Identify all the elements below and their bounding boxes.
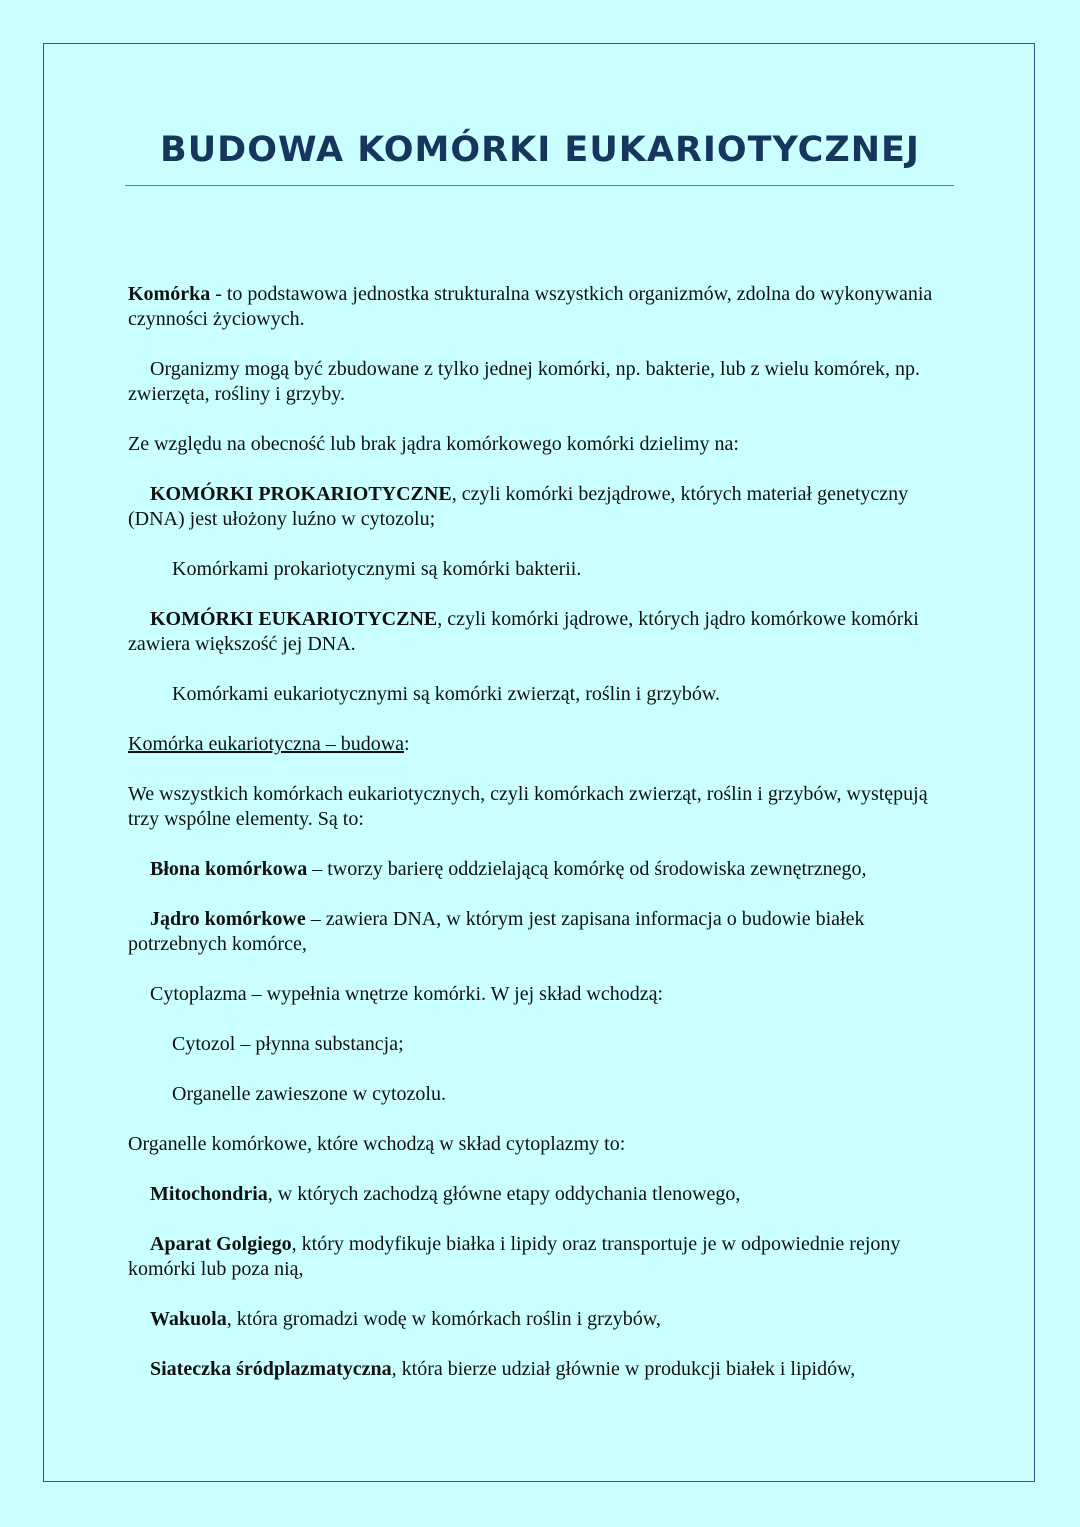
membrane-text: – tworzy barierę oddzielającą komórkę od środowiska zewnętrznego, (307, 858, 867, 880)
common-elements-intro: We wszystkich komórkach eukariotycznych, czyli komórkach zwierząt, roślin i grzybów, występują trzy wspólne elementy. Są to: (128, 783, 928, 830)
definition-text: - to podstawowa jednostka strukturalna wszystkich organizmów, zdolna do wykonywania czynności życiowych. (128, 283, 933, 330)
prokaryotic-text: , czyli komórki bezjądrowe, których materiał genetyczny (DNA) jest ułożony luźno w cytozolu; (128, 483, 909, 530)
mitochondria-paragraph (128, 1182, 938, 1207)
golgi-text: , który modyfikuje białka i lipidy oraz transportuje je w odpowiednie rejony komórki lub poza nią, (128, 1233, 901, 1280)
eukaryotic-text: , czyli komórki jądrowe, których jądro komórkowe komórki zawiera większość jej DNA. (128, 608, 919, 655)
eukaryotic-term: KOMÓRKI EUKARIOTYCZNE (150, 608, 438, 630)
organisms-paragraph: Organizmy mogą być zbudowane z tylko jednej komórki, np. bakterie, lub z wielu komórek, np. zwierzęta, rośliny i grzyby. (128, 358, 920, 405)
mitochondria-term: Mitochondria (150, 1183, 268, 1205)
organelles-suspended-paragraph: Organelle zawieszone w cytozolu. (172, 1083, 446, 1105)
prokaryotic-example: Komórkami prokariotycznymi są komórki bakterii. (172, 558, 582, 580)
vacuole-text: , która gromadzi wodę w komórkach roślin i grzybów, (226, 1308, 661, 1330)
nucleus-text: – zawiera DNA, w którym jest zapisana informacja o budowie białek potrzebnych komórce, (128, 908, 865, 955)
cytosol-paragraph: Cytozol – płynna substancja; (172, 1033, 404, 1055)
vacuole-paragraph (128, 1307, 938, 1332)
membrane-paragraph (128, 857, 938, 882)
golgi-term: Aparat Golgiego (150, 1233, 292, 1255)
vacuole-term: Wakuola (150, 1308, 227, 1330)
organelles-intro: Organelle komórkowe, które wchodzą w skład cytoplazmy to: (128, 1133, 626, 1155)
golgi-paragraph (128, 1232, 938, 1282)
prokaryotic-term: KOMÓRKI PROKARIOTYCZNE (150, 483, 452, 505)
eukaryotic-example: Komórkami eukariotycznymi są komórki zwierząt, roślin i grzybów. (172, 683, 720, 705)
title-underline (125, 185, 954, 186)
membrane-term: Błona komórkowa (150, 858, 308, 880)
prokaryotic-paragraph (128, 482, 938, 532)
structure-heading (128, 732, 938, 757)
structure-heading-text: Komórka eukariotyczna – budowa (128, 733, 405, 755)
mitochondria-text: , w których zachodzą główne etapy oddychania tlenowego, (267, 1183, 741, 1205)
definition-term: Komórka (128, 283, 211, 305)
nucleus-term: Jądro komórkowe (150, 908, 306, 930)
er-text: , która bierze udział głównie w produkcji białek i lipidów, (391, 1358, 856, 1380)
cytoplasm-paragraph: Cytoplazma – wypełnia wnętrze komórki. W jej skład wchodzą: (150, 983, 664, 1005)
document-body (128, 282, 938, 1407)
nucleus-paragraph (128, 907, 938, 957)
structure-heading-colon: : (404, 733, 410, 755)
page-title: BUDOWA KOMÓRKI EUKARIOTYCZNEJ (160, 130, 920, 170)
er-term: Siateczka śródplazmatyczna (150, 1358, 392, 1380)
division-intro: Ze względu na obecność lub brak jądra komórkowego komórki dzielimy na: (128, 433, 739, 455)
eukaryotic-paragraph (128, 607, 938, 657)
definition-paragraph (128, 282, 938, 332)
er-paragraph (128, 1357, 938, 1382)
